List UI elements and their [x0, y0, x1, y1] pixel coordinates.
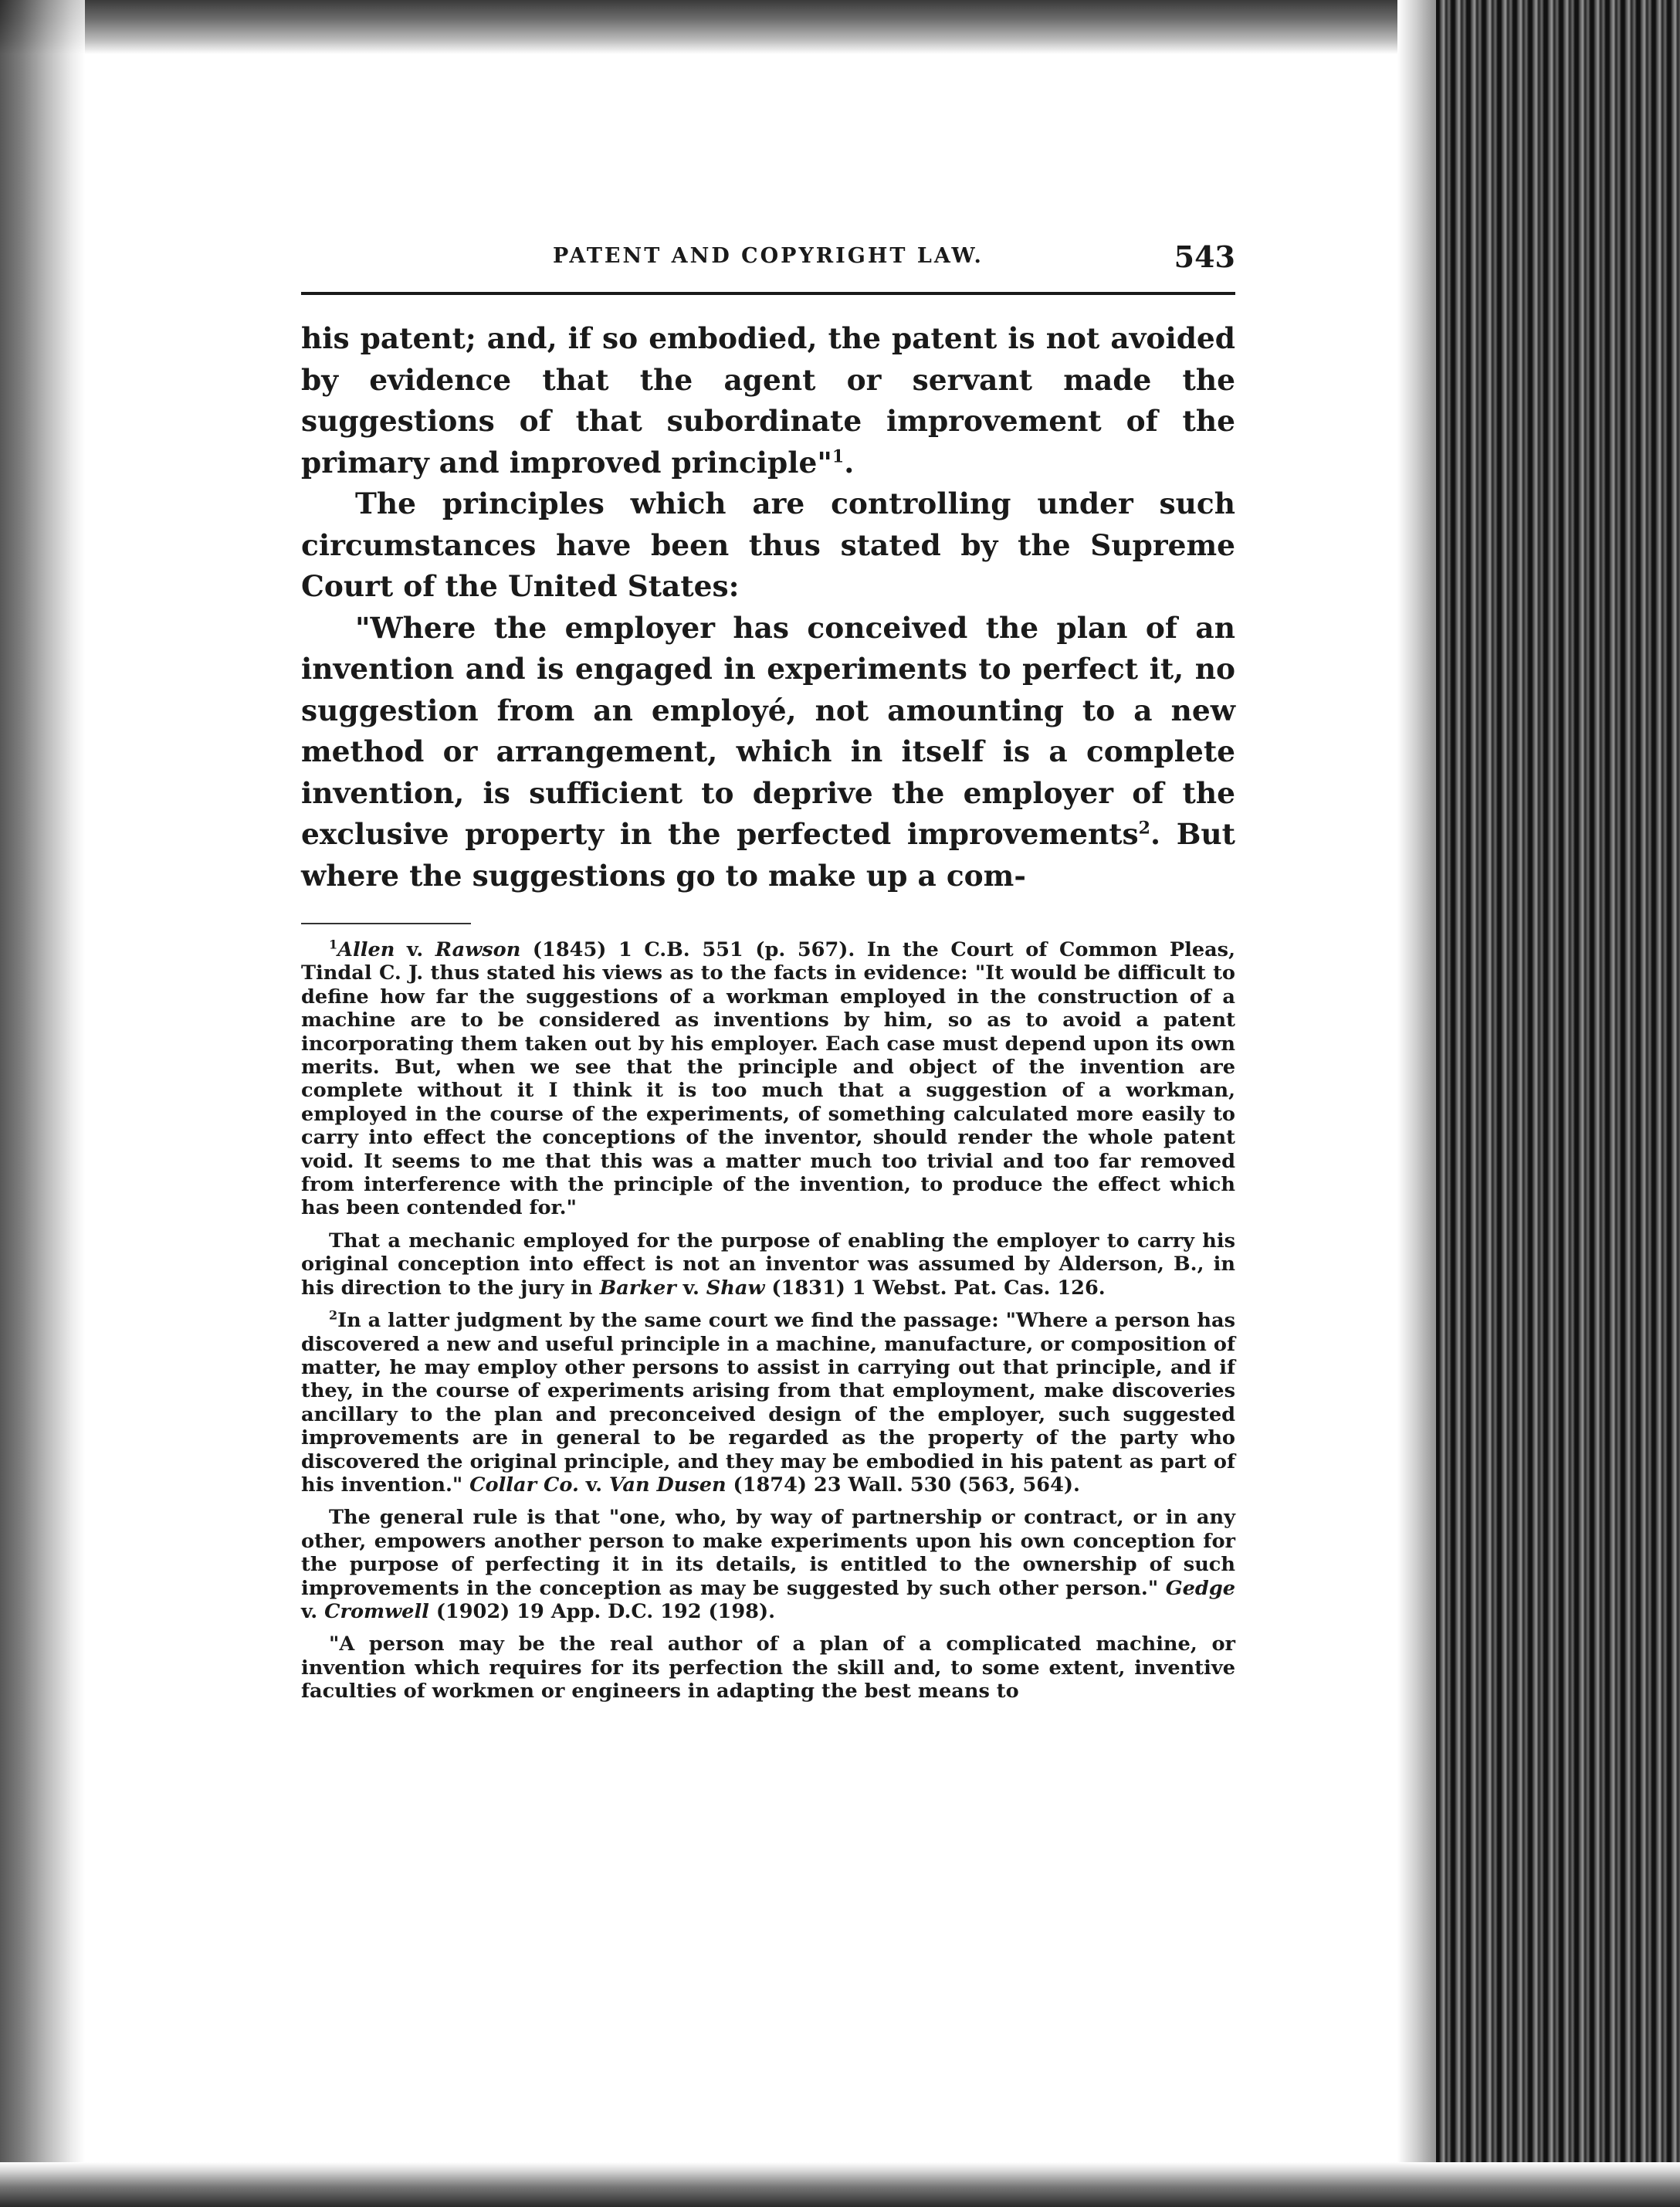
footnote-2-text: In a latter judgment by the same court we find the passage: "Where a person has discovered a new and useful principle in a machine, manufacture, or composition of matter, he may employ other persons to assist in carrying out that principle, and if they, in the course of experiments arising from that employment, make discoveries ancillary to the plan and preconceived design of the employer, such suggested improvements are in general to be regarded as the property of the party who discovered the original principle, and they may be embodied in his patent as part of his invention." [301, 1309, 1235, 1497]
footnote-2b-pre: The general rule is that "one, who, by way of partnership or contract, or in any other, empowers another person to make experiments upon his own conception for the purpose of perfecting it in its details, is entitled to the ownership of such improvements in the conception as may be suggested by such other person." [301, 1506, 1235, 1600]
footnotes [301, 938, 1235, 1704]
main-text [301, 318, 1235, 897]
paragraph-3-text: "Where the employer has conceived the plan of an invention and is engaged in experiments to perfect it, no suggestion from an employé, not amounting to a new method or arrangement, which in itself is a complete invention, is sufficient to deprive the employer of the exclusive property in the perfected improvements [301, 610, 1235, 851]
footnote-1-party: Rawson [435, 938, 521, 961]
footnote-2-case: Collar Co. [469, 1473, 579, 1497]
footnote-2b-party: Cromwell [324, 1599, 429, 1623]
footnote-ref-1: 1 [832, 446, 845, 466]
footnote-2 [301, 1309, 1235, 1497]
paragraph-1-end: . [844, 445, 855, 480]
page-number: 543 [1174, 239, 1235, 274]
footnote-2-mark: 2 [329, 1307, 338, 1323]
running-head [301, 232, 1235, 278]
footnote-1-case: Allen [337, 938, 395, 961]
scan-bottom-edge [0, 2162, 1680, 2207]
footnote-1-continued [301, 1229, 1235, 1300]
footnote-1-text: (1845) 1 C.B. 551 (p. 567). In the Court of Common Pleas, Tindal C. J. thus stated his views as to the facts in evidence: "It would be difficult to define how far the suggestions of a workman employed in the construction of a machine are to be considered as inventions by him, so as to avoid a patent incorporating them taken out by his employer. Each case must depend upon its own merits. But, when we see that the principle and object of the invention are complete without it I think it is too much that a suggestion of a workman, employed in the course of the experiments, of something calculated more easily to carry into effect the conceptions of the inventor, should render the whole patent void. It seems to me that this was a matter much too trivial and too far removed from interference with the principle of the invention, to produce the effect which has been contended for." [301, 938, 1236, 1220]
paragraph-3 [301, 608, 1235, 897]
footnote-1 [301, 938, 1235, 1220]
footnote-2-quote: "A person may be the real author of a plan of a complicated machine, or invention which requires for its perfection the skill and, to some extent, inventive faculties of workmen or engineers in adapting the best means to [301, 1632, 1235, 1704]
footnote-rule [301, 923, 471, 924]
scan-left-edge [0, 0, 85, 2207]
footnote-2-post: (1874) 23 Wall. 530 (563, 564). [726, 1473, 1080, 1497]
paragraph-3-continuation: . But where the suggestions go to make up a com- [301, 817, 1235, 893]
paragraph-2: The principles which are controlling under such circumstances have been thus stated by the Supreme Court of the United States: [301, 486, 1235, 603]
header-rule [301, 292, 1235, 295]
footnote-2-party: Van Dusen [608, 1473, 727, 1497]
footnote-ref-2: 2 [1138, 818, 1150, 839]
footnote-2b-post: (1902) 19 App. D.C. 192 (198). [428, 1599, 775, 1623]
footnote-1-v: v. [395, 938, 435, 961]
paragraph-1-text: his patent; and, if so embodied, the patent is not avoided by evidence that the agent or servant made the suggestions of that subordinate improvement of the primary and improved principle" [301, 321, 1235, 480]
footnote-1b-post: (1831) 1 Webst. Pat. Cas. 126. [764, 1276, 1106, 1300]
footnote-1b-pre: That a mechanic employed for the purpose of enabling the employer to carry his original conception into effect is not an inventor was assumed by Alderson, B., in his direction to the jury in [301, 1229, 1235, 1300]
scan-page-stack [1436, 0, 1680, 2207]
footnote-2b-case: Gedge [1165, 1576, 1235, 1600]
footnote-2-continued [301, 1506, 1235, 1623]
book-page [301, 232, 1235, 1713]
footnote-1b-v: v. [676, 1276, 706, 1300]
footnote-1b-case: Barker [599, 1276, 676, 1300]
footnote-2b-v: v. [301, 1599, 325, 1623]
footnote-1b-party: Shaw [706, 1276, 765, 1300]
running-title: PATENT AND COPYRIGHT LAW. [553, 244, 984, 268]
footnote-2-v: v. [578, 1473, 609, 1497]
footnote-1-mark: 1 [329, 937, 338, 952]
paragraph-1 [301, 318, 1235, 483]
